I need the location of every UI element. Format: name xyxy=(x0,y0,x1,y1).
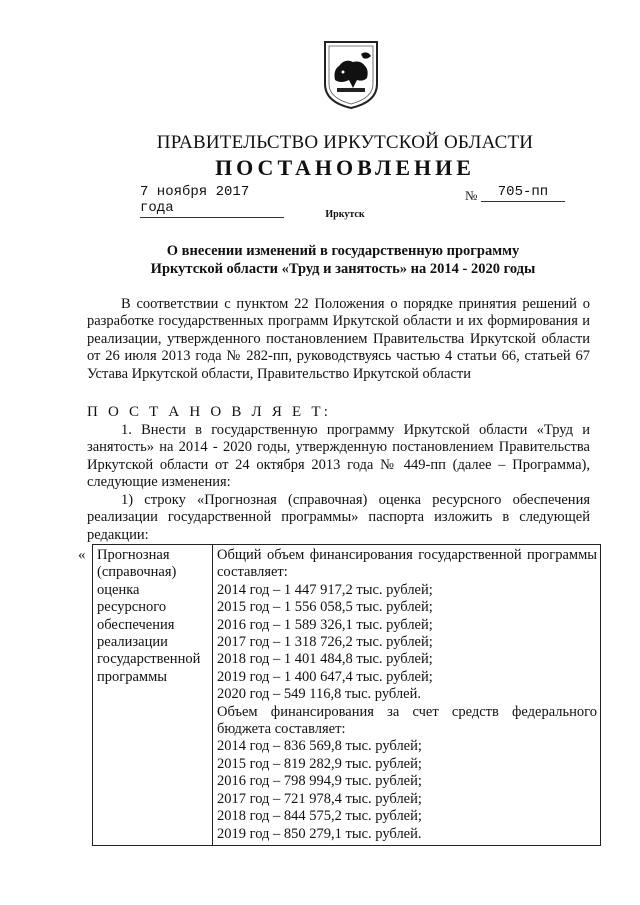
total-line: 2017 год – 1 318 726,2 тыс. рублей; xyxy=(217,634,433,651)
federal-line: 2019 год – 850 279,1 тыс. рублей. xyxy=(217,825,422,842)
label-line: ресурсного xyxy=(97,599,167,616)
city-name: Иркутск xyxy=(325,209,365,220)
total-line: 2016 год – 1 589 326,1 тыс. рублей; xyxy=(217,616,433,633)
label-line: Прогнозная xyxy=(97,547,170,563)
federal-line: 2016 год – 798 994,9 тыс. рублей; xyxy=(217,773,422,790)
item-1-1-paragraph: 1) строку «Прогнозная (справочная) оценка ресурсного обеспечения реализации государственной программы» паспорта изложить в следующей редакции: xyxy=(87,492,590,543)
table-row xyxy=(93,545,601,846)
federal-line: 2018 год – 844 575,2 тыс. рублей; xyxy=(217,808,422,825)
label-line: оценка xyxy=(97,581,140,598)
item-1-paragraph: 1. Внести в государственную программу Иркутской области «Труд и занятость» на 2014 - 2020 годы, утвержденную постановлением Правительства Иркутской области от 24 октября 2013 года № 449-пп (далее – Программа), следующие изменения: xyxy=(87,422,590,491)
label-line: (справочная) xyxy=(97,564,177,581)
irkutsk-coat-of-arms-icon xyxy=(323,40,379,110)
document-title xyxy=(0,242,640,278)
title-line-2: Иркутской области «Труд и занятость» на 2014 - 2020 годы xyxy=(150,261,536,277)
document-type: ПОСТАНОВЛЕНИЕ xyxy=(215,155,475,180)
row-value-cell xyxy=(213,545,601,846)
total-line: 2018 год – 1 401 484,8 тыс. рублей; xyxy=(217,651,433,668)
total-line: 2019 год – 1 400 647,4 тыс. рублей; xyxy=(217,668,433,685)
document-date: 7 ноября 2017 года xyxy=(140,184,284,218)
row-label-cell xyxy=(93,545,213,846)
label-line: государственной xyxy=(97,651,201,668)
document-number: 705-пп xyxy=(481,184,565,202)
preamble-paragraph: В соответствии с пунктом 22 Положения о порядке принятия решений о разработке государственных программ Иркутской области и их формирования и реализации, утвержденного постановлением Правительства Иркутской области от 26 июля 2013 года № 282-пп, руководствуясь частью 4 статьи 66, статьей 67 Устава Иркутской области, Правительство Иркутской области xyxy=(87,296,590,382)
resolves-heading: П О С Т А Н О В Л Я Е Т: xyxy=(87,404,332,420)
total-line: 2020 год – 549 116,8 тыс. рублей. xyxy=(217,686,421,703)
government-name: ПРАВИТЕЛЬСТВО ИРКУТСКОЙ ОБЛАСТИ xyxy=(156,132,534,153)
label-line: реализации xyxy=(97,634,168,651)
title-line-1: О внесении изменений в государственную программу xyxy=(166,243,520,259)
federal-heading: Объем финансирования за счет средств федерального бюджета составляет: xyxy=(217,703,597,738)
passport-table xyxy=(92,544,601,846)
label-line: программы xyxy=(97,668,167,685)
label-line: обеспечения xyxy=(97,616,175,633)
total-line: 2015 год – 1 556 058,5 тыс. рублей; xyxy=(217,599,433,616)
total-heading: Общий объем финансирования государственной программы составляет: xyxy=(217,547,597,581)
federal-line: 2014 год – 836 569,8 тыс. рублей; xyxy=(217,738,422,755)
total-line: 2014 год – 1 447 917,2 тыс. рублей; xyxy=(217,581,433,598)
federal-line: 2017 год – 721 978,4 тыс. рублей; xyxy=(217,790,422,807)
open-quote: « xyxy=(78,547,86,563)
number-sign: № xyxy=(465,188,478,203)
federal-line: 2015 год – 819 282,9 тыс. рублей; xyxy=(217,755,422,772)
